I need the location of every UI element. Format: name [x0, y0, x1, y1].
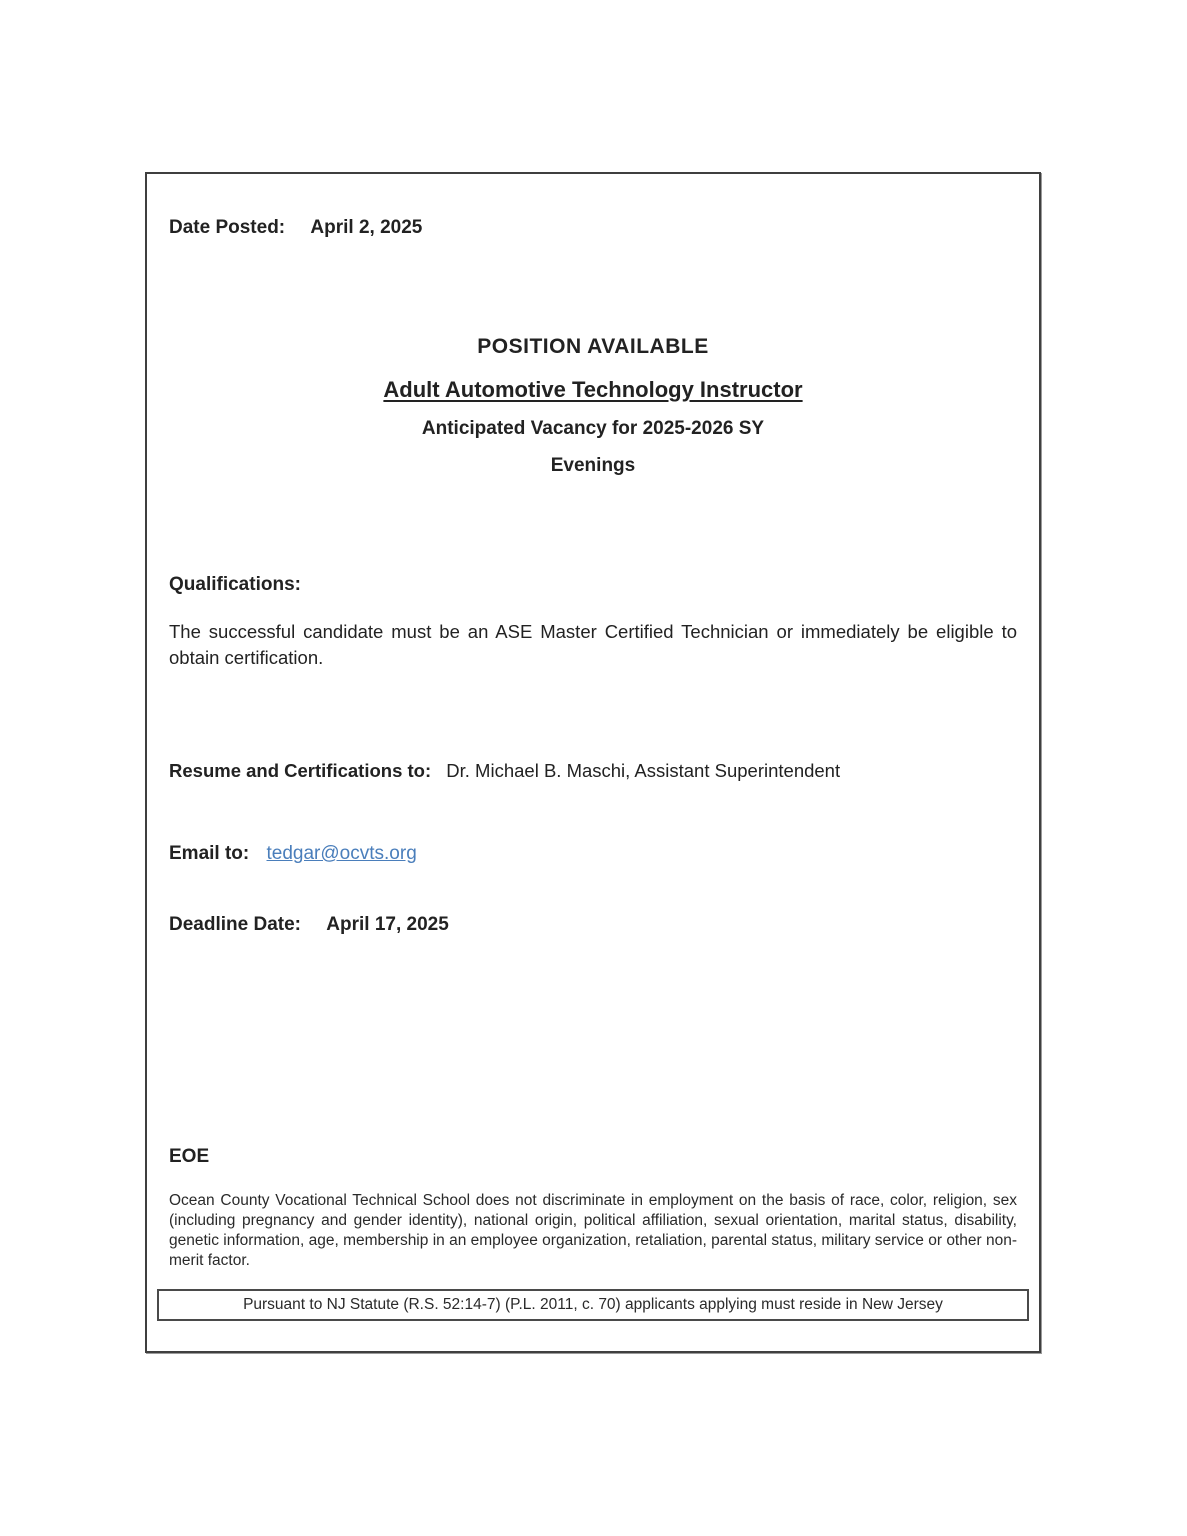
resume-value: Dr. Michael B. Maschi, Assistant Superintendent [446, 760, 841, 781]
residency-notice-text: Pursuant to NJ Statute (R.S. 52:14-7) (P.L. 2011, c. 70) applicants applying must reside in New Jersey [243, 1296, 943, 1313]
vacancy-subtitle: Anticipated Vacancy for 2025-2026 SY [421, 418, 765, 439]
job-posting-page [145, 172, 1041, 1353]
schedule-subtitle: Evenings [550, 455, 636, 476]
date-posted-value: April 2, 2025 [310, 217, 423, 238]
email-address-link[interactable]: tedgar@ocvts.org [266, 843, 417, 864]
posting-header [169, 334, 1017, 477]
date-posted-line [169, 216, 1017, 240]
deadline-label: Deadline Date: [169, 914, 301, 935]
deadline-value: April 17, 2025 [326, 914, 449, 935]
email-label: Email to: [169, 843, 250, 864]
resume-label: Resume and Certifications to: [169, 760, 432, 781]
qualifications-heading: Qualifications: [169, 574, 301, 595]
position-title: Adult Automotive Technology Instructor [383, 377, 803, 402]
date-posted-label: Date Posted: [169, 217, 286, 238]
eeo-statement: Ocean County Vocational Technical School does not discriminate in employment on the basis of race, color, religion, sex (including pregnancy and gender identity), national origin, political affiliation, sexual orientation, marital status, disability, genetic information, age, membership in an employee organization, retaliation, parental status, military service or other non-merit factor. [169, 1192, 1017, 1269]
resume-line [169, 759, 1017, 783]
position-available-heading: POSITION AVAILABLE [477, 335, 709, 358]
residency-notice-box [157, 1289, 1029, 1321]
email-line [169, 841, 1017, 867]
eoe-heading: EOE [169, 1146, 210, 1167]
qualifications-text: The successful candidate must be an ASE Master Certified Technician or immediately be eligible to obtain certification. [169, 621, 1017, 668]
deadline-line [169, 913, 1017, 937]
